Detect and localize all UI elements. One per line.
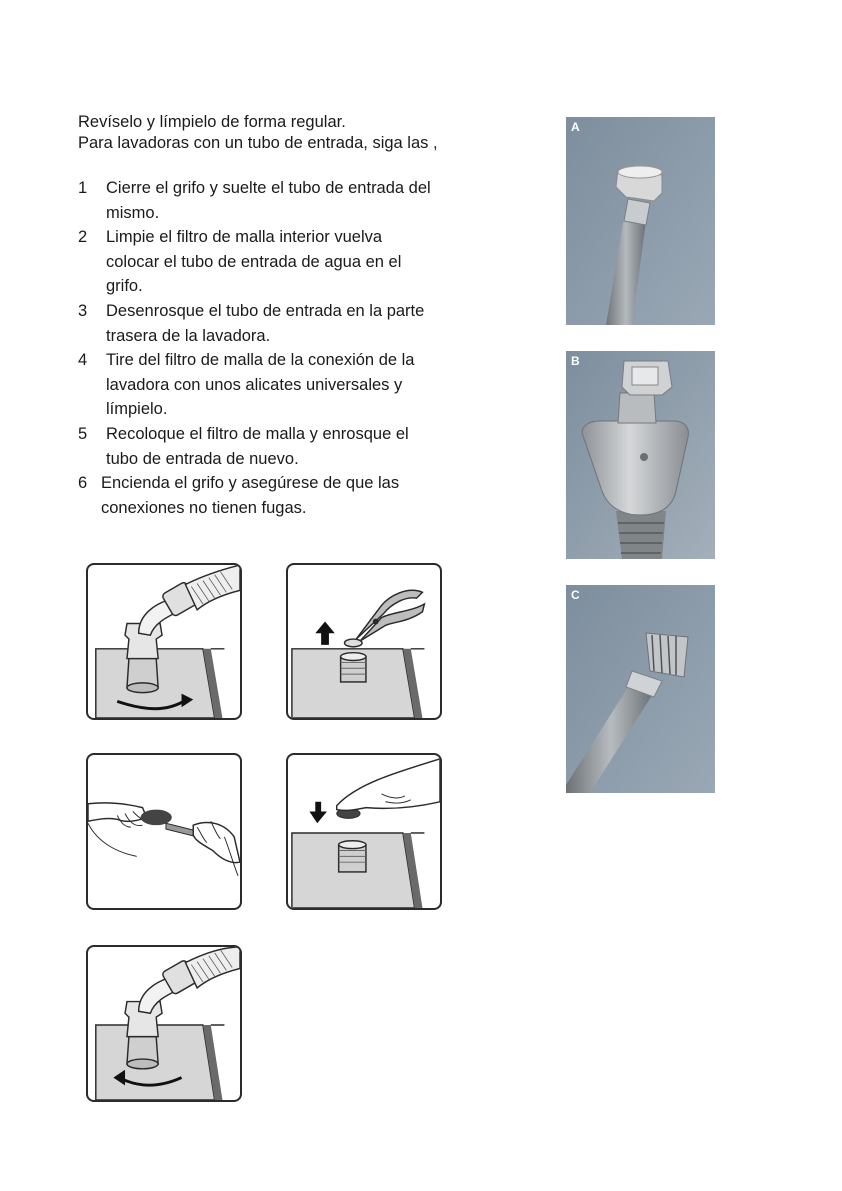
step-number: 5 [78, 424, 88, 443]
step-text: Encienda el grifo y asegúrese de que las conexiones no tienen fugas. [101, 474, 400, 517]
photo-label: A [571, 120, 580, 134]
intro-line: Revíselo y límpielo de forma regular. [78, 113, 346, 131]
illustration-pliers-filter [286, 563, 442, 720]
intro-text [78, 112, 438, 154]
step-number: 2 [78, 228, 88, 247]
step-text: Tire del filtro de malla de la conexión de la lavadora con unos alicates universales y límpielo. [106, 351, 415, 419]
step-text: Recoloque el filtro de malla y enrosque el tubo de entrada de nuevo. [106, 424, 409, 468]
photo-label: B [571, 354, 580, 368]
photo-label: C [571, 588, 580, 602]
illustration-unscrew-hose [86, 563, 242, 720]
illustration-clean-filter [86, 753, 242, 910]
step-text: Desenrosque el tubo de entrada en la parte trasera de la lavadora. [106, 301, 425, 345]
step-3 [78, 299, 498, 348]
step-text: Limpie el filtro de malla interior vuelva colocar el tubo de entrada de agua en el grifo. [106, 228, 402, 296]
step-number: 3 [78, 301, 88, 320]
step-5 [78, 422, 498, 471]
step-number: 1 [78, 179, 88, 197]
photo-a [566, 117, 715, 325]
photo-c [566, 585, 715, 793]
photo-b [566, 351, 715, 559]
step-4 [78, 348, 498, 422]
intro-line: Para lavadoras con un tubo de entrada, siga las , [78, 134, 438, 152]
step-number: 6 [78, 474, 88, 493]
step-number: 4 [78, 351, 88, 370]
step-1 [78, 176, 498, 225]
step-2 [78, 225, 498, 299]
illustration-screw-hose [86, 945, 242, 1102]
illustration-reinsert-filter [286, 753, 442, 910]
step-text: Cierre el grifo y suelte el tubo de entrada del mismo. [106, 179, 431, 222]
steps-list [78, 176, 498, 520]
step-6 [78, 471, 498, 520]
